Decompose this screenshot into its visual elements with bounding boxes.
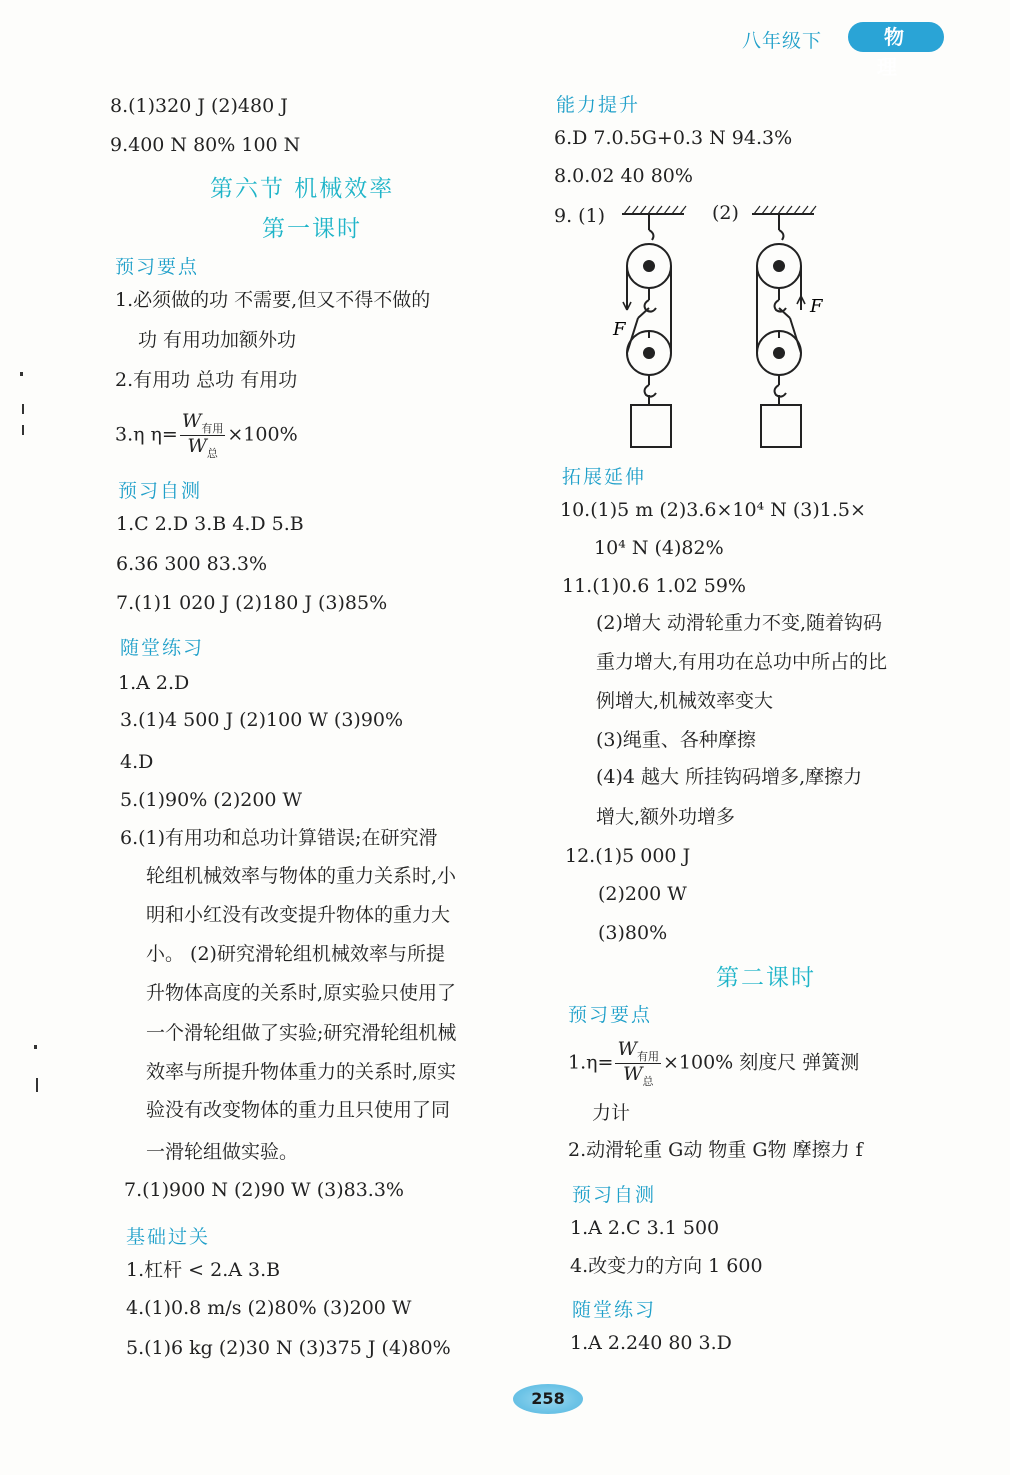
answer-line: 2.动滑轮重 G动 物重 G物 摩擦力 f (568, 1139, 863, 1161)
pulley-diagram-2 (752, 206, 816, 447)
answer-line: 效率与所提升物体重力的关系时,原实 (146, 1061, 457, 1083)
scan-speck (20, 372, 23, 376)
scan-speck (34, 1045, 37, 1049)
answer-line: 1.A 2.C 3.1 500 (570, 1217, 720, 1239)
heading-preview-test: 预习自测 (118, 480, 203, 502)
answer-line: 功 有用功加额外功 (138, 329, 297, 351)
formula-line (115, 412, 298, 459)
answer-line: 10⁴ N (4)82% (594, 537, 724, 559)
answer-line: 明和小红没有改变提升物体的重力大 (146, 904, 451, 926)
diagram-label: (2) (712, 202, 739, 224)
efficiency-fraction (180, 412, 226, 459)
lesson-title: 第一课时 (262, 216, 362, 242)
heading-preview-points: 预习要点 (115, 256, 200, 278)
scan-speck (22, 425, 24, 435)
scan-speck (36, 1078, 38, 1092)
answer-line: 1.必须做的功 不需要,但又不得不做的 (115, 289, 431, 311)
grade-label: 八年级下 (742, 30, 823, 52)
answer-line: 6.D 7.0.5G+0.3 N 94.3% (554, 127, 793, 149)
numerator-subscript: 有用 (636, 1049, 659, 1063)
scan-speck (22, 404, 24, 414)
force-label: F (613, 319, 626, 340)
subject-badge: 物 理 (848, 22, 944, 52)
numerator-subscript: 有用 (201, 421, 224, 435)
fraction-denominator: W (187, 434, 207, 457)
heading-extend: 拓展延伸 (562, 466, 647, 488)
heading-basic: 基础过关 (126, 1226, 211, 1248)
pulley-diagram-1 (622, 206, 686, 447)
force-label: F (810, 296, 823, 317)
answer-line: 验没有改变物体的重力且只使用了同 (146, 1099, 451, 1121)
answer-line: 7.(1)1 020 J (2)180 J (3)85% (116, 592, 388, 614)
answer-line: (4)4 越大 所挂钩码增多,摩擦力 (596, 766, 863, 788)
answer-line: 小。 (2)研究滑轮组机械效率与所提 (146, 943, 445, 965)
answer-line: 1.A 2.240 80 3.D (570, 1332, 732, 1354)
answer-line: 1.A 2.D (118, 672, 190, 694)
denominator-subscript: 总 (206, 446, 218, 460)
answer-line: 1.杠杆 < 2.A 3.B (126, 1259, 281, 1281)
answer-line: 一个滑轮组做了实验;研究滑轮组机械 (146, 1022, 457, 1044)
answer-line: 4.D (120, 751, 154, 773)
answer-line: 8.0.02 40 80% (554, 165, 693, 187)
answer-line: 4.改变力的方向 1 600 (570, 1255, 763, 1277)
answer-line: 升物体高度的关系时,原实验只使用了 (146, 982, 457, 1004)
formula-prefix: 1.η= (568, 1051, 614, 1074)
fraction-numerator: W (617, 1038, 637, 1060)
answer-line: (2)增大 动滑轮重力不变,随着钩码 (596, 612, 882, 634)
answer-line: 例增大,机械效率变大 (596, 690, 774, 712)
answer-line: (3)80% (598, 922, 668, 944)
fraction-denominator: W (622, 1062, 643, 1085)
answer-line: 10.(1)5 m (2)3.6×10⁴ N (3)1.5× (560, 499, 866, 521)
formula-line (568, 1040, 859, 1087)
answer-line: 一滑轮组做实验。 (146, 1141, 299, 1163)
fraction-numerator: W (181, 410, 202, 432)
page-number: 258 (513, 1384, 583, 1414)
answer-line: (2)200 W (598, 883, 687, 905)
answer-line: 重力增大,有用功在总功中所占的比 (596, 651, 888, 673)
answer-line: 8.(1)320 J (2)480 J (110, 95, 288, 117)
section-title: 第六节 机械效率 (210, 176, 395, 202)
heading-preview-points-2: 预习要点 (568, 1004, 653, 1026)
answer-line: 6.(1)有用功和总功计算错误;在研究滑 (120, 827, 438, 849)
answer-line: 11.(1)0.6 1.02 59% (562, 575, 746, 597)
answer-line: 3.(1)4 500 J (2)100 W (3)90% (120, 709, 404, 731)
answer-line: 5.(1)6 kg (2)30 N (3)375 J (4)80% (126, 1337, 451, 1359)
diagram-label: 9. (1) (554, 205, 606, 227)
lesson-title: 第二课时 (716, 965, 816, 991)
heading-class-practice-2: 随堂练习 (572, 1299, 657, 1321)
heading-class-practice: 随堂练习 (120, 637, 205, 659)
answer-line: 7.(1)900 N (2)90 W (3)83.3% (124, 1179, 404, 1201)
formula-suffix: ×100% (227, 423, 298, 446)
answer-line: 力计 (592, 1102, 631, 1124)
answer-line: 增大,额外功增多 (596, 806, 736, 828)
formula-prefix: 3.η η= (115, 423, 178, 446)
pulley-diagrams (600, 200, 840, 450)
answer-line: 1.C 2.D 3.B 4.D 5.B (116, 513, 304, 535)
answer-line: 9.400 N 80% 100 N (110, 134, 301, 156)
heading-ability: 能力提升 (556, 94, 641, 116)
answer-line: 5.(1)90% (2)200 W (120, 789, 303, 811)
heading-preview-test-2: 预习自测 (572, 1184, 657, 1206)
answer-line: 4.(1)0.8 m/s (2)80% (3)200 W (126, 1297, 412, 1319)
answer-line: 6.36 300 83.3% (116, 553, 268, 575)
answer-line: 轮组机械效率与物体的重力关系时,小 (146, 865, 457, 887)
answer-line: (3)绳重、各种摩擦 (596, 729, 756, 751)
efficiency-fraction (615, 1040, 661, 1087)
denominator-subscript: 总 (642, 1074, 654, 1088)
answer-line: 12.(1)5 000 J (565, 845, 691, 867)
answer-line: 2.有用功 总功 有用功 (115, 369, 298, 391)
formula-suffix: ×100% 刻度尺 弹簧测 (662, 1051, 860, 1074)
